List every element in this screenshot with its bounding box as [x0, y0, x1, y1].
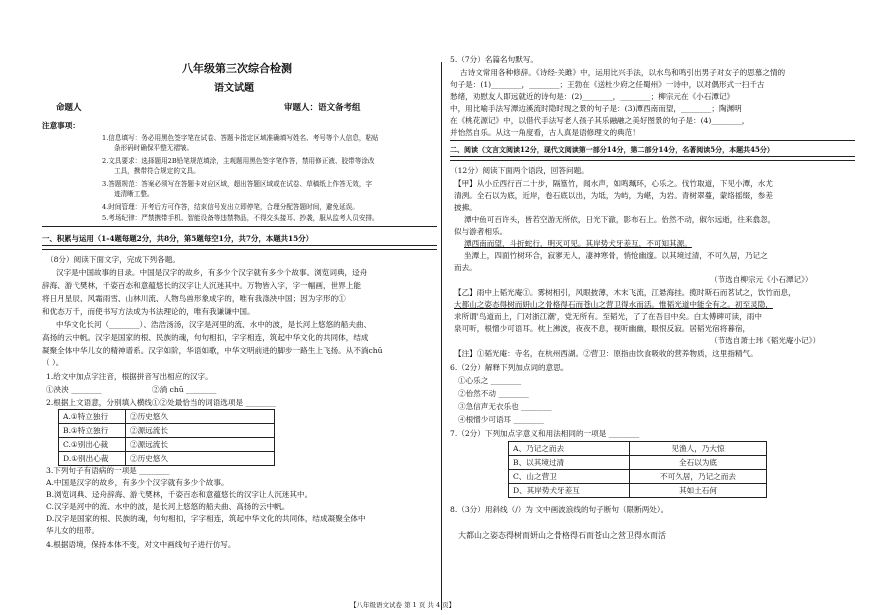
q2-option[interactable]: C.①别出心裁 [59, 438, 126, 452]
q3-option[interactable]: A.中国是汉字的故乡，有多少个汉字就有多少个故事。 [46, 478, 229, 487]
page-footer: 【八年级语文试卷 第 1 页 共 4 页】 [350, 601, 456, 609]
column-divider [441, 62, 442, 610]
q8-sentence: 大都山之姿态得树而妍山之骨格得石而苍山之营卫得水而活 [458, 531, 666, 540]
q1-item[interactable]: ①泱泱 ________ [46, 385, 102, 394]
q7-option[interactable]: 全石以为底 [630, 456, 767, 470]
q2-text: 2.根据上文语意，分别填入横线①②处最恰当的词语选项是 ________ [46, 398, 276, 407]
q7-option[interactable]: 见渔人，乃大惊 [630, 442, 767, 456]
exam-subtitle: 语文试题 [214, 83, 254, 94]
q5-line: 5.（7分）名篇名句默写。 [450, 55, 539, 64]
jia-line: 潭中鱼可百许头，皆若空游无所依，日光下澈，影布石上。佁然不动，俶尔远逝，往来翕忽， [464, 215, 776, 224]
q5-line: 古诗文常用各种修辞。《诗经·关雎》中，运用比兴手法，以水鸟和鸣引出男子对女子的思慕之情的 [460, 68, 786, 77]
q7-option[interactable]: 其如土石何 [630, 484, 767, 498]
q2-option[interactable]: ②源远流长 [126, 438, 275, 452]
para-line: 中华文化长河（________）、浩浩汤汤，汉字是河里的流、水中的波，是长河上悠悠的船夫曲、 [56, 320, 372, 329]
q4-text: 4.根据语境，保持本体不变，对文中画线句子进行仿写。 [46, 540, 236, 549]
q3-option[interactable]: C.汉字是河中的流、水中的波，是长河上悠悠的船夫曲、高扬的云中帆。 [46, 502, 290, 511]
para-line: （ ）。 [42, 358, 64, 367]
source-note: （节选自萧士玮《韬光庵小记》） [710, 336, 821, 345]
note-line: 2.文具要求：选择题用2B铅笔规范填涂，主观题用黑色签字笔作答，禁用修正液、胶带等涂改 [102, 157, 375, 165]
divider-line [450, 140, 855, 141]
source-note: （节选自柳宗元《小石潭记》） [710, 275, 813, 284]
q7-option[interactable]: C、山之营卫 [509, 470, 630, 484]
note-line: 1.信息填写：务必用黑色签字笔在试卷、答题卡指定区域准确填写姓名、考号等个人信息，粘贴 [102, 134, 379, 142]
para-line: 将日月星辰、风霜雨雪、山林川流、人物鸟兽形象成字的，唯有我涤泱中国；因为字形的① [42, 294, 346, 303]
note-line: 工具，携带符合规定的文具。 [114, 167, 200, 175]
exam-title: 八年级第三次综合检测 [182, 62, 292, 75]
divider-line [42, 226, 437, 227]
yi-line: 大都山之姿态得树而妍山之骨格得石而苍山之营卫得水而活。惟韬光道中能全有之。初至灵隐， [454, 300, 773, 309]
q2-option[interactable]: ②历史悠久 [126, 452, 275, 466]
para-line: 凝聚全体中华儿女的精神谱系。汉字如阶，华语如歌，中华文明前进的脚步一路生上飞扬。从不淌chū [42, 346, 383, 355]
jia-line: 清洌。全石以为底，近岸，卷石底以出，为坻，为屿，为嵁，为岩。青树翠蔓，蒙络摇缀，参差 [454, 191, 773, 200]
note-line: 3.答题规范：答案必须写在答题卡对应区域，超出答题区域或在试卷、草稿纸上作答无效，字 [102, 180, 373, 188]
q5-line: 在《桃花源记》中，以借代手法写老人孩子其乐融融之美好图景的句子是：(4)________， [450, 116, 750, 125]
jia-line: 而去。 [454, 263, 477, 272]
q7-option[interactable]: B、以其境过清 [509, 456, 630, 470]
q6-item[interactable]: ④根憎少可语耳 ________ [458, 415, 544, 424]
yi-line: 【乙】雨中上韬光庵①。雾树相引，风眼披薄，木末飞流，江悬海挂。揽时斯石而茗试之，饮竹而息， [454, 288, 796, 297]
q7-option[interactable]: 不可久居，乃记之而去 [630, 470, 767, 484]
reading-intro: （12分）阅读下面两个语段，回答问题。 [450, 166, 589, 175]
section1-heading: 一、积累与运用（1-4题每题2分，共8分，第5题每空1分，共7分，本题共15分） [42, 234, 314, 243]
q3-option[interactable]: D.汉字是国家的根、民族的魂，句句相扣，字字相连，筑起中华文化的共同体，结成凝聚全体中 [46, 514, 366, 523]
yi-line: 泉可听，根憎少可语耳。枕上沸波，夜夜不息，视听幽幽，眼恨反寂。居韬光宿将暮宿， [454, 324, 751, 333]
q5-line: 中，用比喻手法写潭边溪流时隐时现之景的句子是：(3)潭西南而望，________；陶渊明 [450, 104, 742, 113]
para-line: 辞海、游弋樊林，千姿百态和意蕴悠长的汉字让人沉迷其中。万物皆入字，字一幅画，世界上能 [42, 281, 361, 290]
jia-line: 【甲】从小丘西行百二十步，隔篁竹，闻水声，如鸣珮环，心乐之。伐竹取道，下见小潭，水尤 [454, 179, 773, 188]
jia-line: 潭西南而望，斗折蛇行，明灭可见。其岸势犬牙差互，不可知其源。 [464, 239, 692, 248]
note-line: 4.时间管理：开考后方可作答，结束信号发出立即停笔，合理分配答题时间，避免延误。 [102, 203, 359, 211]
jia-line: 披拂。 [454, 203, 477, 212]
note-line: 迹清晰工整。 [114, 190, 154, 198]
para-line: 和优态万千，而使书写方法成为书法理论的，唯有我谦谦中国。 [42, 307, 255, 316]
notice-title: 注意事项： [42, 121, 80, 130]
yi-line: 求所谓'鸟道而上，门对浙江潮'，党无所有。至韬光，了了在吾目中矣。白太傅碑可读，雨中 [454, 312, 762, 321]
q2-option[interactable]: ②源远流长 [126, 424, 275, 438]
jia-line: 似与游者相乐。 [454, 227, 508, 236]
q2-option[interactable]: ②历史悠久 [126, 410, 275, 424]
divider-double [450, 156, 855, 161]
q6-item[interactable]: ①心乐之 ________ [458, 376, 522, 385]
divider-double [42, 245, 437, 250]
q1-text: 1.给文中加点字注音，根据拼音写出相应的汉字。 [46, 372, 213, 381]
left-column [42, 0, 437, 615]
q2-option[interactable]: A.①特立独行 [59, 410, 126, 424]
note-line: 条形码时确保平整无褶皱。 [114, 144, 194, 152]
q5-line: 并怡然自乐。从这一角度看，古人真是语修理文的典范！ [450, 128, 640, 137]
q5-line: 愁绪，劝慰友人即远就近的诗句是：(2)________，________；柳宗元在《小石潭记》 [450, 92, 735, 101]
right-column [450, 0, 855, 615]
reviewer: 审题人：语文备考组 [284, 103, 361, 113]
q7-text: 7.（2分）下列加点字意义和用法相同的一项是 ________ [450, 429, 640, 438]
q7-options-table [508, 441, 767, 498]
author: 命题人 [56, 103, 82, 113]
q3-option[interactable]: 华儿女的纽带。 [46, 526, 100, 535]
section2-heading: 二、阅读（文言文阅读12分，现代文阅读第一部分14分，第二部分14分，名著阅读5分，本题共45分） [450, 145, 774, 154]
q6-text: 6.（2分）解释下列加点词的意思。 [450, 363, 569, 372]
para-line: 高扬的云中帆。汉字是国家的根、民族的魂，句句相扣，字字相连，筑起中华文化的共同体，结成 [42, 333, 369, 342]
q5-line: 句子是：(1)________，________；王勃在《送杜少府之任蜀州》一诗中，以对偶形式一扫千古 [450, 80, 765, 89]
q-intro: （8分）阅读下面文字，完成下列各题。 [46, 255, 180, 264]
q3-text: 3.下列句子有语病的一项是 ________ [46, 466, 170, 475]
jia-line: 坐潭上，四面竹树环合，寂寥无人，凄神寒骨，悄怆幽邃。以其境过清，不可久居，乃记之 [464, 251, 768, 260]
q2-option[interactable]: D.①别出心裁 [59, 452, 126, 466]
q7-option[interactable]: A、乃记之而去 [509, 442, 630, 456]
q6-item[interactable]: ②佁然不动 ________ [458, 389, 529, 398]
q7-option[interactable]: D、其岸势犬牙差互 [509, 484, 630, 498]
q2-options-table [58, 409, 275, 466]
q1-item[interactable]: ②淌 chū ________ [152, 385, 217, 394]
para-line: 汉字是中国故事的目录。中国是汉字的故乡，有多少个汉字就有多少个故事。浏览词典，迳舟 [56, 268, 368, 277]
note-line: 5.考场纪律：严禁携带手机、智能设备等违禁物品，不得交头接耳、抄袭，服从监考人员安排。 [102, 214, 379, 222]
q2-option[interactable]: B.①特立独行 [59, 424, 126, 438]
annotation: 【注】①韬光庵：寺名，在杭州西湖。②营卫：原指由饮食吸收的营养物质，这里指精气。 [454, 349, 758, 358]
q8-text: 8.（3分）用斜线（/）为 文中画波浪线的句子断句（限断两处）。 [450, 505, 669, 514]
q6-item[interactable]: ③急信声无衣乐也 ________ [458, 402, 552, 411]
q3-option[interactable]: B.浏览词典、迳舟辞海、游弋樊林，千姿百态和意蕴悠长的汉字让人沉迷其中。 [46, 490, 313, 499]
